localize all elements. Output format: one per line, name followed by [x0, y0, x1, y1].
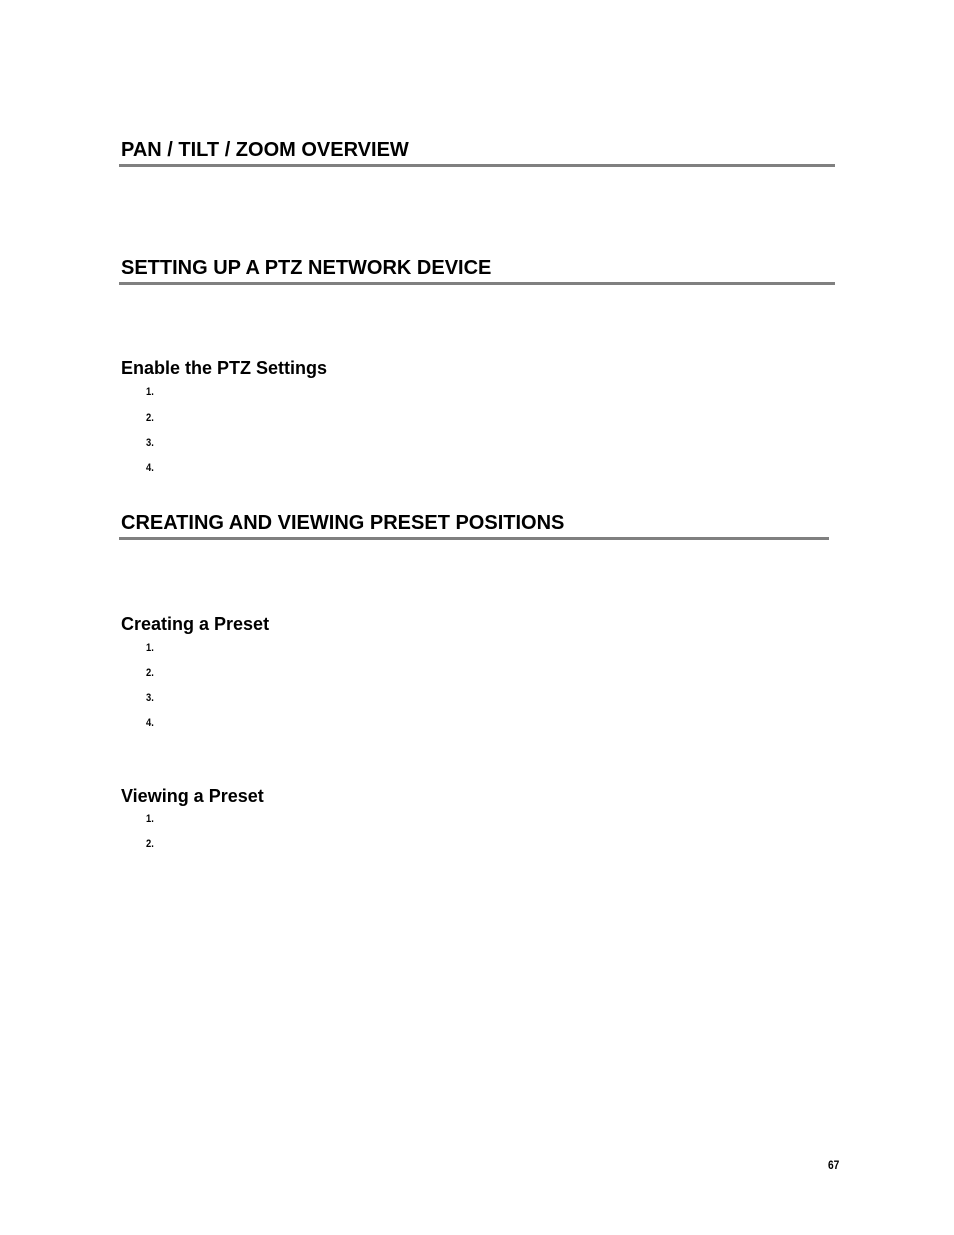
step-number: 3. [146, 692, 154, 704]
subsection-heading-viewing-preset: Viewing a Preset [121, 786, 264, 806]
step-number: 1. [146, 642, 154, 654]
step-number: 2. [146, 667, 154, 679]
page-number: 67 [828, 1158, 840, 1172]
section-divider [119, 282, 835, 285]
step-number: 3. [146, 437, 154, 449]
step-number: 4. [146, 462, 154, 474]
subsection-heading-creating-preset: Creating a Preset [121, 614, 270, 634]
step-number: 1. [146, 813, 154, 825]
section-heading-ptz-overview: PAN / TILT / ZOOM OVERVIEW [121, 139, 409, 161]
section-heading-ptz-network-device: SETTING UP A PTZ NETWORK DEVICE [121, 257, 492, 279]
section-divider [119, 537, 829, 540]
step-number: 1. [146, 386, 154, 398]
step-number: 4. [146, 717, 154, 729]
section-divider [119, 164, 835, 167]
subsection-heading-enable-ptz-settings: Enable the PTZ Settings [121, 358, 328, 378]
step-number: 2. [146, 838, 154, 850]
section-heading-preset-positions: CREATING AND VIEWING PRESET POSITIONS [121, 512, 565, 534]
step-number: 2. [146, 412, 154, 424]
